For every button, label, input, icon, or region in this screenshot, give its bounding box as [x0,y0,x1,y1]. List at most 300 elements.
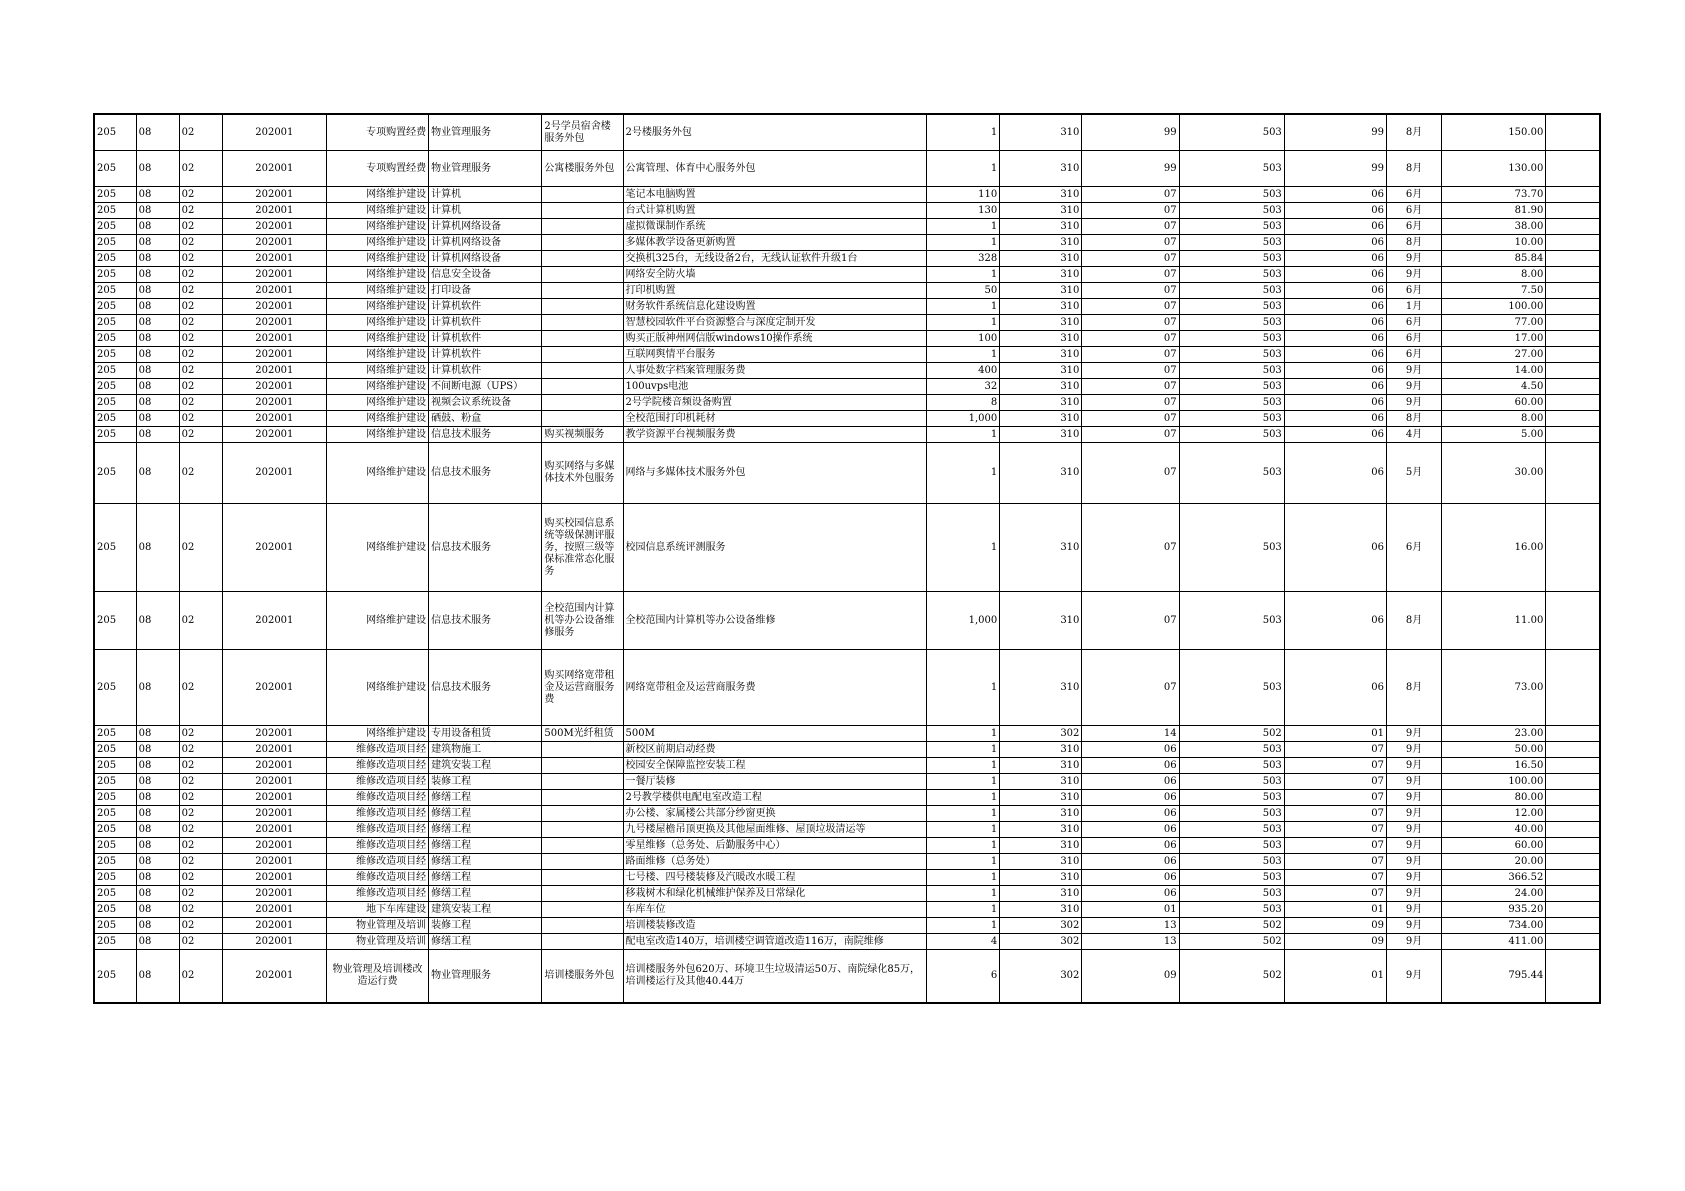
month-cell: 6月 [1387,315,1442,331]
section-code-cell: 08 [136,427,179,443]
procurement-category-cell: 修缮工程 [429,790,542,806]
item-description-cell: 全校范围打印机耗材 [623,411,927,427]
quantity-cell: 1 [927,443,1000,504]
gov-class-cell: 503 [1179,838,1284,854]
quantity-cell: 1 [927,918,1000,934]
table-row [94,443,1600,504]
procurement-category-cell: 建筑安装工程 [429,758,542,774]
service-content-cell [542,774,623,790]
item-code-cell: 02 [179,331,222,347]
budget-code-cell: 202001 [222,187,326,203]
quantity-cell: 1 [927,427,1000,443]
budget-code-cell: 202001 [222,870,326,886]
econ-subclass-cell: 13 [1082,918,1179,934]
amount-cell: 24.00 [1442,886,1546,902]
item-code-cell: 02 [179,395,222,411]
section-code-cell: 08 [136,886,179,902]
service-content-cell: 2号学员宿舍楼服务外包 [542,114,623,151]
project-name-cell: 地下车库建设 [326,902,428,918]
procurement-category-cell: 计算机软件 [429,347,542,363]
month-cell: 1月 [1387,299,1442,315]
service-content-cell [542,331,623,347]
gov-class-cell: 503 [1179,504,1284,592]
budget-code-cell: 202001 [222,650,326,726]
month-cell: 9月 [1387,886,1442,902]
econ-subclass-cell: 07 [1082,283,1179,299]
amount-cell: 100.00 [1442,774,1546,790]
procurement-category-cell: 修缮工程 [429,870,542,886]
econ-subclass-cell: 06 [1082,806,1179,822]
procurement-category-cell: 修缮工程 [429,806,542,822]
item-description-cell: 100uvps电池 [623,379,927,395]
gov-class-cell: 503 [1179,395,1284,411]
section-code-cell: 08 [136,592,179,650]
budget-code-cell: 202001 [222,504,326,592]
item-description-cell: 台式计算机购置 [623,203,927,219]
gov-class-cell: 503 [1179,151,1284,187]
section-code-cell: 08 [136,950,179,1004]
section-code-cell: 08 [136,347,179,363]
amount-cell: 12.00 [1442,806,1546,822]
item-description-cell: 购买正版神州网信版windows10操作系统 [623,331,927,347]
table-row [94,774,1600,790]
section-code-cell: 08 [136,806,179,822]
item-code-cell: 02 [179,886,222,902]
budget-code-cell: 202001 [222,379,326,395]
item-code-cell: 02 [179,902,222,918]
amount-cell: 60.00 [1442,395,1546,411]
econ-subclass-cell: 07 [1082,299,1179,315]
kind-code-cell: 205 [94,219,136,235]
project-name-cell: 网络维护建设 [326,379,428,395]
item-code-cell: 02 [179,790,222,806]
service-content-cell: 购买视频服务 [542,427,623,443]
section-code-cell: 08 [136,315,179,331]
quantity-cell: 1 [927,822,1000,838]
project-name-cell: 网络维护建设 [326,299,428,315]
gov-class-cell: 503 [1179,283,1284,299]
budget-code-cell: 202001 [222,934,326,950]
project-name-cell: 网络维护建设 [326,443,428,504]
econ-class-cell: 310 [1000,235,1082,251]
section-code-cell: 08 [136,822,179,838]
budget-code-cell: 202001 [222,918,326,934]
item-description-cell: 网络安全防火墙 [623,267,927,283]
procurement-category-cell: 信息技术服务 [429,443,542,504]
amount-cell: 80.00 [1442,790,1546,806]
item-description-cell: 智慧校园软件平台资源整合与深度定制开发 [623,315,927,331]
section-code-cell: 08 [136,395,179,411]
item-code-cell: 02 [179,854,222,870]
remarks-cell [1546,114,1600,151]
month-cell: 9月 [1387,918,1442,934]
gov-subclass-cell: 99 [1284,114,1386,151]
kind-code-cell: 205 [94,902,136,918]
table-row [94,726,1600,742]
month-cell: 9月 [1387,806,1442,822]
table-row [94,758,1600,774]
kind-code-cell: 205 [94,267,136,283]
gov-class-cell: 502 [1179,950,1284,1004]
project-name-cell: 维修改造项目经 [326,854,428,870]
budget-code-cell: 202001 [222,203,326,219]
procurement-category-cell: 物业管理服务 [429,114,542,151]
gov-subclass-cell: 07 [1284,790,1386,806]
budget-code-cell: 202001 [222,347,326,363]
month-cell: 8月 [1387,592,1442,650]
quantity-cell: 1 [927,758,1000,774]
gov-class-cell: 503 [1179,267,1284,283]
kind-code-cell: 205 [94,315,136,331]
amount-cell: 8.00 [1442,267,1546,283]
econ-class-cell: 310 [1000,395,1082,411]
month-cell: 9月 [1387,379,1442,395]
procurement-category-cell: 信息技术服务 [429,504,542,592]
quantity-cell: 8 [927,395,1000,411]
quantity-cell: 1 [927,151,1000,187]
service-content-cell [542,267,623,283]
amount-cell: 935.20 [1442,902,1546,918]
procurement-category-cell: 计算机软件 [429,363,542,379]
gov-subclass-cell: 06 [1284,592,1386,650]
gov-class-cell: 503 [1179,742,1284,758]
remarks-cell [1546,822,1600,838]
project-name-cell: 维修改造项目经 [326,822,428,838]
item-description-cell: 七号楼、四号楼装修及汽暖改水暖工程 [623,870,927,886]
procurement-category-cell: 信息安全设备 [429,267,542,283]
econ-subclass-cell: 07 [1082,219,1179,235]
month-cell: 9月 [1387,902,1442,918]
table-row [94,918,1600,934]
project-name-cell: 维修改造项目经 [326,838,428,854]
service-content-cell [542,395,623,411]
month-cell: 8月 [1387,650,1442,726]
budget-code-cell: 202001 [222,854,326,870]
kind-code-cell: 205 [94,427,136,443]
procurement-category-cell: 物业管理服务 [429,151,542,187]
gov-class-cell: 503 [1179,219,1284,235]
kind-code-cell: 205 [94,395,136,411]
service-content-cell [542,315,623,331]
quantity-cell: 1 [927,838,1000,854]
econ-subclass-cell: 06 [1082,870,1179,886]
table-row [94,838,1600,854]
kind-code-cell: 205 [94,774,136,790]
quantity-cell: 1 [927,902,1000,918]
econ-subclass-cell: 07 [1082,443,1179,504]
service-content-cell: 购买网络宽带租金及运营商服务费 [542,650,623,726]
budget-code-cell: 202001 [222,427,326,443]
econ-subclass-cell: 13 [1082,934,1179,950]
section-code-cell: 08 [136,283,179,299]
service-content-cell: 公寓楼服务外包 [542,151,623,187]
project-name-cell: 网络维护建设 [326,650,428,726]
item-description-cell: 人事处数字档案管理服务费 [623,363,927,379]
section-code-cell: 08 [136,918,179,934]
econ-subclass-cell: 07 [1082,427,1179,443]
gov-subclass-cell: 07 [1284,758,1386,774]
section-code-cell: 08 [136,443,179,504]
service-content-cell [542,187,623,203]
item-description-cell: 2号楼服务外包 [623,114,927,151]
amount-cell: 73.00 [1442,650,1546,726]
service-content-cell [542,902,623,918]
section-code-cell: 08 [136,235,179,251]
item-description-cell: 交换机325台，无线设备2台，无线认证软件升级1台 [623,251,927,267]
amount-cell: 50.00 [1442,742,1546,758]
service-content-cell [542,411,623,427]
item-code-cell: 02 [179,347,222,363]
procurement-category-cell: 专用设备租赁 [429,726,542,742]
econ-class-cell: 310 [1000,822,1082,838]
service-content-cell: 购买校园信息系统等级保测评服务，按照三级等保标准常态化服务 [542,504,623,592]
gov-class-cell: 503 [1179,854,1284,870]
item-code-cell: 02 [179,806,222,822]
remarks-cell [1546,203,1600,219]
procurement-category-cell: 计算机 [429,203,542,219]
table-row [94,363,1600,379]
procurement-category-cell: 计算机软件 [429,299,542,315]
econ-subclass-cell: 99 [1082,151,1179,187]
service-content-cell [542,363,623,379]
gov-subclass-cell: 07 [1284,742,1386,758]
gov-subclass-cell: 06 [1284,267,1386,283]
gov-class-cell: 503 [1179,790,1284,806]
section-code-cell: 08 [136,331,179,347]
remarks-cell [1546,219,1600,235]
quantity-cell: 1 [927,886,1000,902]
gov-class-cell: 503 [1179,592,1284,650]
remarks-cell [1546,187,1600,203]
budget-code-cell: 202001 [222,742,326,758]
item-code-cell: 02 [179,774,222,790]
month-cell: 9月 [1387,726,1442,742]
item-code-cell: 02 [179,251,222,267]
amount-cell: 38.00 [1442,219,1546,235]
remarks-cell [1546,726,1600,742]
gov-class-cell: 502 [1179,934,1284,950]
item-code-cell: 02 [179,443,222,504]
budget-table [93,113,1601,1004]
item-description-cell: 办公楼、家属楼公共部分纱窗更换 [623,806,927,822]
quantity-cell: 400 [927,363,1000,379]
project-name-cell: 网络维护建设 [326,504,428,592]
month-cell: 6月 [1387,331,1442,347]
table-row [94,379,1600,395]
table-row [94,650,1600,726]
kind-code-cell: 205 [94,235,136,251]
item-code-cell: 02 [179,742,222,758]
section-code-cell: 08 [136,742,179,758]
remarks-cell [1546,427,1600,443]
item-description-cell: 配电室改造140万，培训楼空调管道改造116万，南院维修 [623,934,927,950]
econ-class-cell: 302 [1000,934,1082,950]
project-name-cell: 维修改造项目经 [326,870,428,886]
amount-cell: 30.00 [1442,443,1546,504]
item-code-cell: 02 [179,934,222,950]
item-description-cell: 笔记本电脑购置 [623,187,927,203]
amount-cell: 734.00 [1442,918,1546,934]
quantity-cell: 1 [927,235,1000,251]
gov-subclass-cell: 06 [1284,251,1386,267]
budget-code-cell: 202001 [222,315,326,331]
econ-class-cell: 310 [1000,443,1082,504]
amount-cell: 150.00 [1442,114,1546,151]
procurement-category-cell: 修缮工程 [429,822,542,838]
gov-class-cell: 503 [1179,411,1284,427]
table-row [94,331,1600,347]
project-name-cell: 网络维护建设 [326,283,428,299]
quantity-cell: 4 [927,934,1000,950]
econ-class-cell: 302 [1000,950,1082,1004]
kind-code-cell: 205 [94,806,136,822]
service-content-cell [542,806,623,822]
item-code-cell: 02 [179,427,222,443]
gov-class-cell: 503 [1179,299,1284,315]
budget-code-cell: 202001 [222,235,326,251]
gov-class-cell: 503 [1179,774,1284,790]
econ-class-cell: 310 [1000,886,1082,902]
procurement-category-cell: 计算机 [429,187,542,203]
kind-code-cell: 205 [94,114,136,151]
service-content-cell [542,299,623,315]
month-cell: 9月 [1387,774,1442,790]
econ-subclass-cell: 07 [1082,267,1179,283]
month-cell: 6月 [1387,203,1442,219]
remarks-cell [1546,742,1600,758]
item-description-cell: 公寓管理、体育中心服务外包 [623,151,927,187]
econ-subclass-cell: 07 [1082,411,1179,427]
project-name-cell: 维修改造项目经 [326,790,428,806]
item-description-cell: 打印机购置 [623,283,927,299]
econ-subclass-cell: 06 [1082,774,1179,790]
section-code-cell: 08 [136,870,179,886]
remarks-cell [1546,650,1600,726]
project-name-cell: 网络维护建设 [326,592,428,650]
quantity-cell: 110 [927,187,1000,203]
remarks-cell [1546,443,1600,504]
econ-class-cell: 310 [1000,219,1082,235]
gov-subclass-cell: 06 [1284,219,1386,235]
gov-class-cell: 503 [1179,363,1284,379]
procurement-category-cell: 修缮工程 [429,838,542,854]
service-content-cell [542,742,623,758]
project-name-cell: 维修改造项目经 [326,758,428,774]
econ-subclass-cell: 06 [1082,790,1179,806]
project-name-cell: 网络维护建设 [326,235,428,251]
remarks-cell [1546,347,1600,363]
remarks-cell [1546,395,1600,411]
gov-class-cell: 503 [1179,806,1284,822]
econ-subclass-cell: 07 [1082,347,1179,363]
gov-class-cell: 503 [1179,315,1284,331]
econ-class-cell: 310 [1000,251,1082,267]
amount-cell: 40.00 [1442,822,1546,838]
econ-subclass-cell: 01 [1082,902,1179,918]
project-name-cell: 网络维护建设 [326,331,428,347]
item-code-cell: 02 [179,203,222,219]
quantity-cell: 1 [927,504,1000,592]
item-code-cell: 02 [179,918,222,934]
gov-subclass-cell: 01 [1284,902,1386,918]
table-row [94,114,1600,151]
quantity-cell: 1 [927,870,1000,886]
remarks-cell [1546,379,1600,395]
procurement-category-cell: 不间断电源（UPS） [429,379,542,395]
service-content-cell [542,219,623,235]
month-cell: 9月 [1387,758,1442,774]
amount-cell: 795.44 [1442,950,1546,1004]
kind-code-cell: 205 [94,283,136,299]
remarks-cell [1546,504,1600,592]
section-code-cell: 08 [136,219,179,235]
project-name-cell: 网络维护建设 [326,726,428,742]
item-description-cell: 校园安全保障监控安装工程 [623,758,927,774]
item-description-cell: 网络宽带租金及运营商服务费 [623,650,927,726]
kind-code-cell: 205 [94,203,136,219]
quantity-cell: 1 [927,854,1000,870]
table-row [94,822,1600,838]
econ-class-cell: 310 [1000,790,1082,806]
item-description-cell: 互联网舆情平台服务 [623,347,927,363]
project-name-cell: 网络维护建设 [326,251,428,267]
section-code-cell: 08 [136,774,179,790]
service-content-cell [542,235,623,251]
amount-cell: 23.00 [1442,726,1546,742]
kind-code-cell: 205 [94,854,136,870]
item-code-cell: 02 [179,187,222,203]
item-code-cell: 02 [179,235,222,251]
project-name-cell: 网络维护建设 [326,203,428,219]
item-code-cell: 02 [179,315,222,331]
procurement-category-cell: 修缮工程 [429,934,542,950]
project-name-cell: 网络维护建设 [326,427,428,443]
econ-class-cell: 310 [1000,347,1082,363]
remarks-cell [1546,235,1600,251]
econ-class-cell: 310 [1000,427,1082,443]
procurement-category-cell: 信息技术服务 [429,427,542,443]
service-content-cell [542,886,623,902]
procurement-category-cell: 修缮工程 [429,854,542,870]
quantity-cell: 1 [927,267,1000,283]
amount-cell: 10.00 [1442,235,1546,251]
month-cell: 9月 [1387,934,1442,950]
budget-code-cell: 202001 [222,774,326,790]
service-content-cell: 培训楼服务外包 [542,950,623,1004]
econ-class-cell: 310 [1000,299,1082,315]
amount-cell: 7.50 [1442,283,1546,299]
gov-subclass-cell: 07 [1284,822,1386,838]
budget-code-cell: 202001 [222,902,326,918]
budget-code-cell: 202001 [222,806,326,822]
quantity-cell: 130 [927,203,1000,219]
section-code-cell: 08 [136,151,179,187]
table-row [94,203,1600,219]
procurement-category-cell: 装修工程 [429,774,542,790]
item-description-cell: 一餐厅装修 [623,774,927,790]
gov-subclass-cell: 06 [1284,650,1386,726]
remarks-cell [1546,838,1600,854]
gov-class-cell: 503 [1179,650,1284,726]
remarks-cell [1546,774,1600,790]
econ-class-cell: 310 [1000,774,1082,790]
gov-subclass-cell: 06 [1284,379,1386,395]
budget-code-cell: 202001 [222,219,326,235]
service-content-cell [542,379,623,395]
kind-code-cell: 205 [94,347,136,363]
procurement-category-cell: 信息技术服务 [429,650,542,726]
item-code-cell: 02 [179,299,222,315]
